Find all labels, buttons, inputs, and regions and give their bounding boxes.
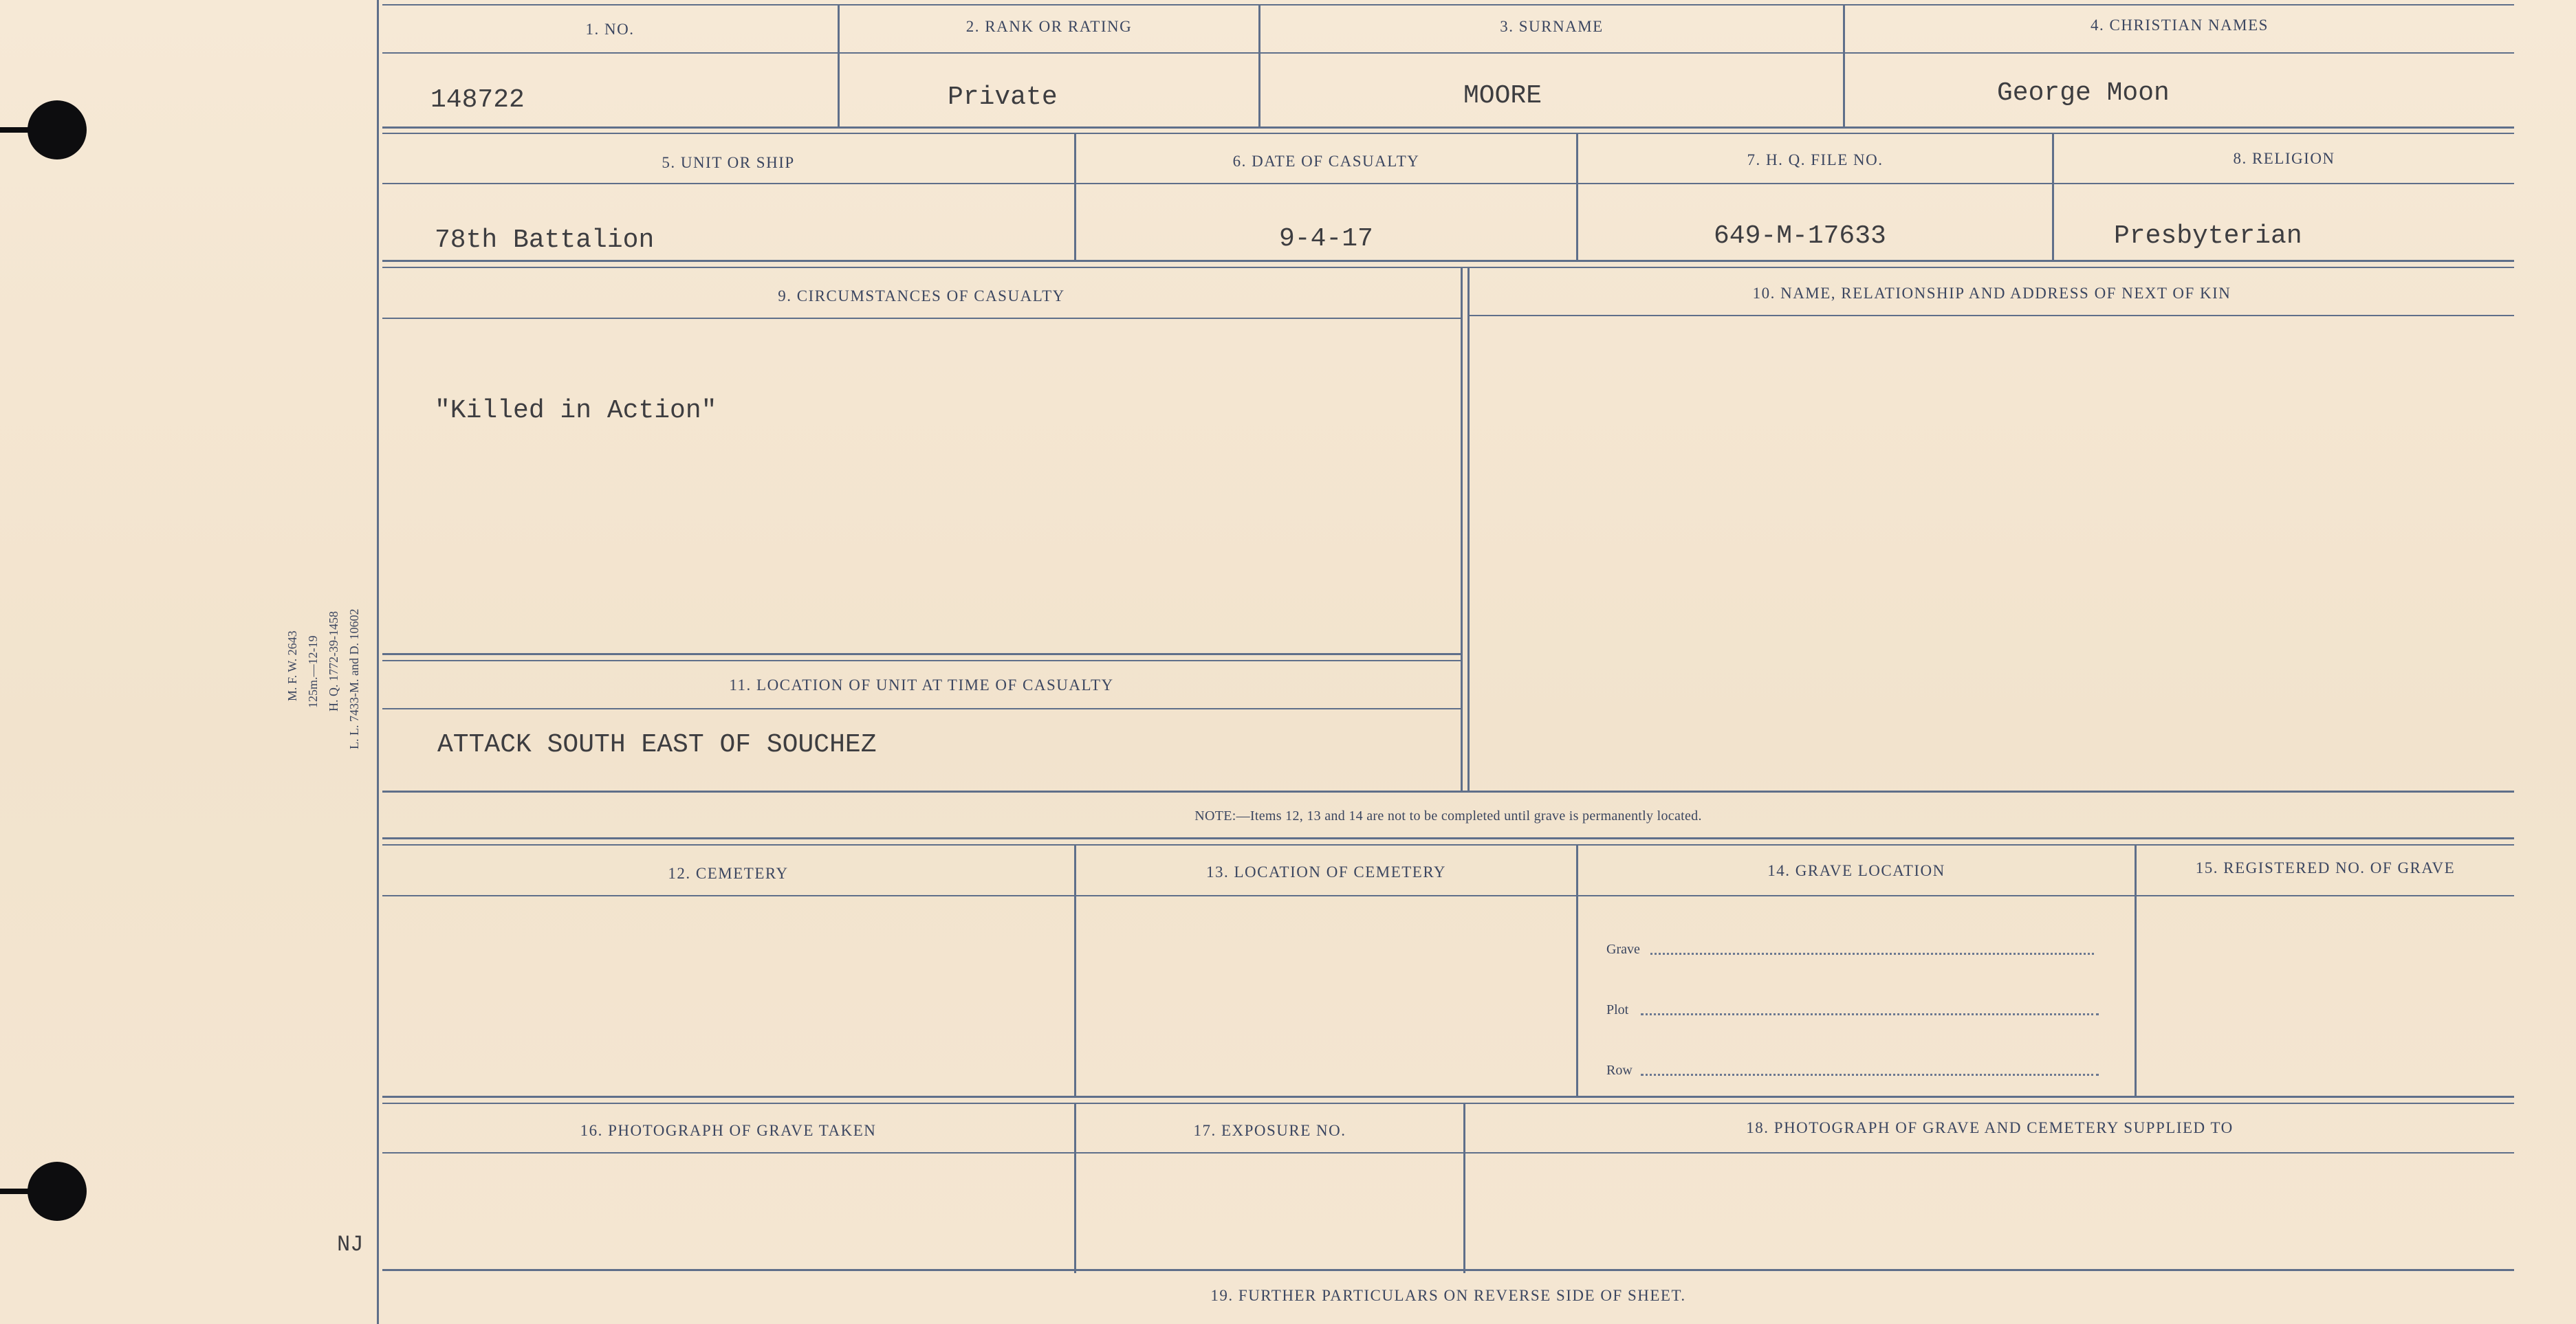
grave-location-header: 14. GRAVE LOCATION (1767, 862, 1945, 879)
row1-header-rule (382, 52, 2514, 54)
note-top-rule (382, 791, 2514, 793)
circumstances-header: 9. CIRCUMSTANCES OF CASUALTY (778, 287, 1065, 305)
file-value: 649-M-17633 (1714, 221, 1886, 251)
exposure-header: 17. EXPOSURE NO. (1193, 1122, 1346, 1139)
photo-supplied-header: 18. PHOTOGRAPH OF GRAVE AND CEMETERY SUPPLIED TO (1746, 1119, 2234, 1136)
row4-div-2 (1576, 846, 1578, 1097)
row-field-line (1641, 1074, 2099, 1076)
initials: NJ (337, 1232, 364, 1257)
row1-top-rule (382, 4, 2514, 5)
circumstances-value: "Killed in Action" (435, 396, 717, 426)
photo-taken-header: 16. PHOTOGRAPH OF GRAVE TAKEN (580, 1122, 877, 1139)
footer-rule (382, 1269, 2514, 1271)
row2-bottom-rule (382, 260, 2514, 262)
row4-div-3 (2135, 846, 2137, 1097)
form-code-4: L. L. 7433-M. and D. 10602 (347, 608, 361, 749)
christian-names-header: 4. CHRISTIAN NAMES (2091, 16, 2269, 34)
plot-field-label: Plot (1606, 1002, 1629, 1017)
location-cemetery-header: 13. LOCATION OF CEMETERY (1205, 863, 1447, 881)
row2-bottom-rule-2 (382, 267, 2514, 268)
row1-bottom-rule (382, 126, 2514, 129)
religion-header: 8. RELIGION (2233, 150, 2335, 167)
row11-top-rule (382, 653, 1461, 655)
service-number: 148722 (430, 85, 525, 115)
date-header: 6. DATE OF CASUALTY (1232, 153, 1420, 170)
row4-div-1 (1074, 846, 1076, 1097)
file-header: 7. H. Q. FILE NO. (1747, 151, 1884, 168)
margin-line (377, 0, 379, 1324)
row3-div-2 (1467, 268, 1470, 791)
unit-value: 78th Battalion (435, 225, 655, 255)
cemetery-header: 12. CEMETERY (668, 865, 789, 882)
row-field-label: Row (1606, 1063, 1633, 1078)
form-code-1: M. F. W. 2643 (285, 630, 299, 701)
grave-field-line (1650, 953, 2094, 955)
row11-header-rule (382, 708, 1461, 709)
registered-no-header: 15. REGISTERED NO. OF GRAVE (2195, 859, 2456, 876)
row1-bottom-rule-2 (382, 133, 2514, 134)
surname-header: 3. SURNAME (1500, 18, 1604, 35)
row3-div (1461, 268, 1463, 791)
form-code-2: 125m.—12-19 (306, 635, 320, 708)
row5-top-rule-2 (382, 1103, 2514, 1104)
location-unit-header: 11. LOCATION OF UNIT AT TIME OF CASUALTY (729, 676, 1114, 694)
row4-header-rule (382, 895, 2514, 896)
punch-hole-tab-bottom (0, 1189, 41, 1194)
row5-header-rule (382, 1152, 2514, 1154)
surname-value: MOORE (1463, 81, 1542, 111)
no-header: 1. NO. (585, 21, 635, 38)
next-of-kin-header: 10. NAME, RELATIONSHIP AND ADDRESS OF NEXT OF KIN (1752, 285, 2231, 302)
religion-value: Presbyterian (2114, 221, 2302, 251)
grave-field-label: Grave (1606, 942, 1640, 957)
punch-hole-tab-top (0, 127, 41, 133)
footer-text: 19. FURTHER PARTICULARS ON REVERSE SIDE OF SHEET. (1210, 1287, 1686, 1304)
rank-value: Private (948, 82, 1058, 112)
row11-top-rule-2 (382, 660, 1461, 661)
row3-header-rule-left (382, 318, 1461, 319)
unit-header: 5. UNIT OR SHIP (662, 154, 795, 171)
location-unit-value: ATTACK SOUTH EAST OF SOUCHEZ (437, 730, 877, 760)
note-text: NOTE:—Items 12, 13 and 14 are not to be completed until grave is permanently located. (1194, 808, 1702, 824)
row3-header-rule-right (1467, 315, 2514, 316)
rank-header: 2. RANK OR RATING (965, 18, 1133, 35)
form-code-3: H. Q. 1772-39-1458 (327, 611, 340, 711)
date-value: 9-4-17 (1279, 224, 1373, 254)
note-bottom-rule-2 (382, 844, 2514, 846)
row2-header-rule (382, 183, 2514, 184)
row5-top-rule (382, 1096, 2514, 1098)
plot-field-line (1641, 1013, 2099, 1015)
note-bottom-rule (382, 837, 2514, 839)
christian-names-value: George Moon (1997, 78, 2170, 108)
